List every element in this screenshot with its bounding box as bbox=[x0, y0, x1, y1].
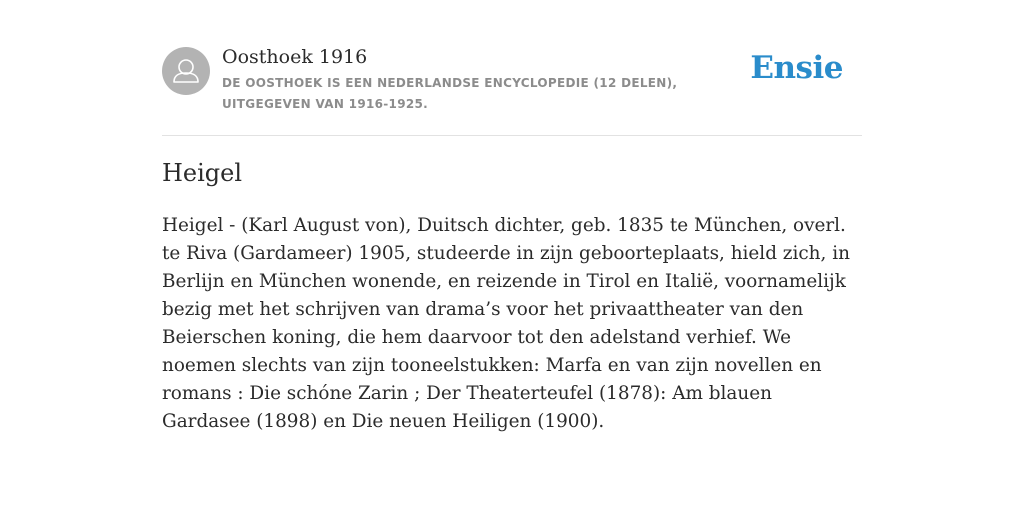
entry-body: Heigel - (Karl August von), Duitsch dichter, geb. 1835 te München, overl. te Riva (Gardameer) 1905, studeerde in zijn geboorteplaats, hield zich, in Berlijn en München wonende, en reizende in Tirol en Italië, voornamelijk bezig met het schrijven van drama’s voor het privaattheater van den Beierschen koning, die hem daarvoor tot den adelstand verhief. We noemen slechts van zijn tooneelstukken: Marfa en van zijn novellen en romans : Die schóne Zarin ; Der Theaterteufel (1878): Am blauen Gardasee (1898) en Die neuen Heiligen (1900). bbox=[162, 215, 850, 432]
source-header bbox=[162, 0, 862, 136]
entry-title: Heigel bbox=[162, 159, 243, 187]
source-avatar[interactable] bbox=[162, 47, 210, 95]
source-title[interactable]: Oosthoek 1916 bbox=[222, 46, 368, 68]
page-content bbox=[162, 0, 862, 432]
source-description: DE OOSTHOEK IS EEN NEDERLANDSE ENCYCLOPEDIE (12 DELEN), UITGEGEVEN VAN 1916-1925. bbox=[222, 76, 678, 111]
user-silhouette-icon bbox=[162, 47, 210, 95]
ensie-logo[interactable]: Ensie bbox=[750, 50, 843, 86]
